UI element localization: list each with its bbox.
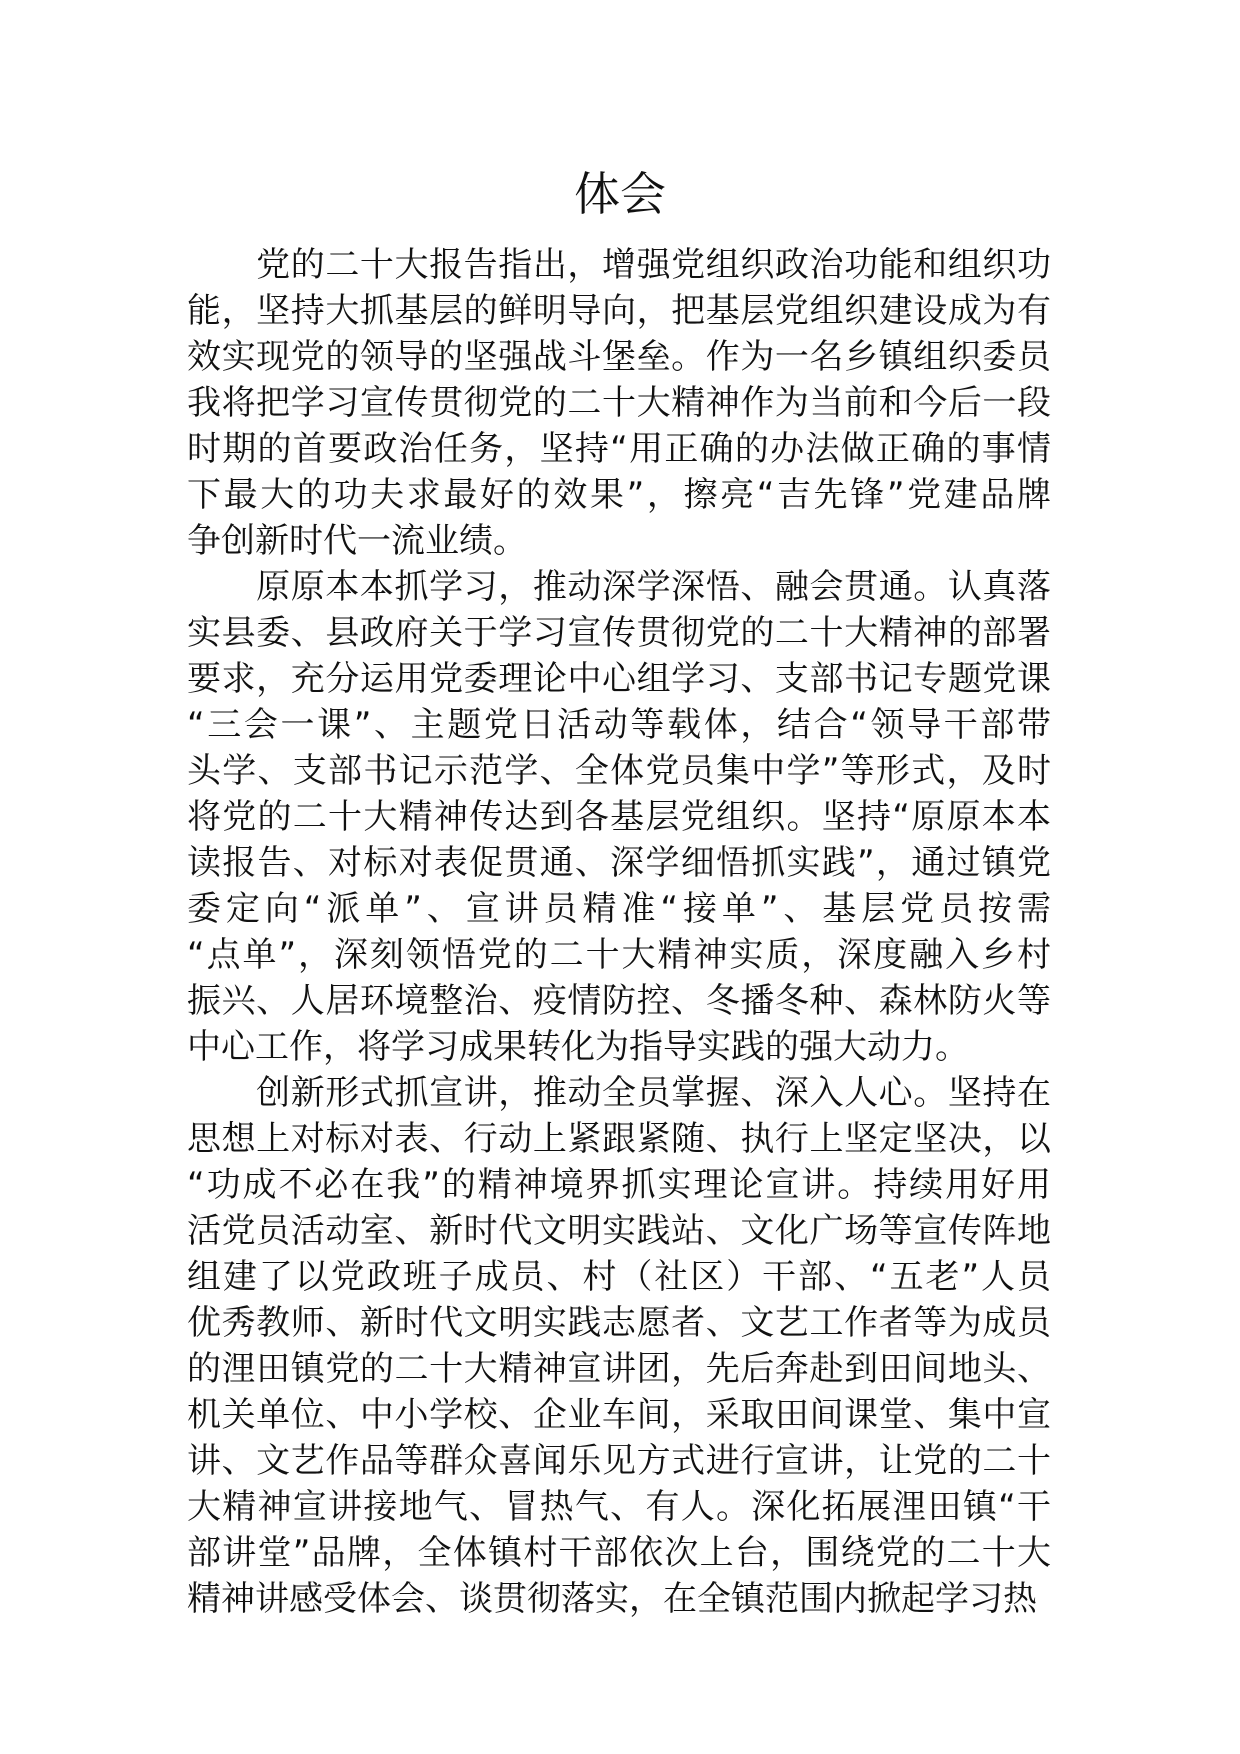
- document-title: 体会: [574, 167, 666, 221]
- paragraph-line: 振兴、人居环境整治、疫情防控、冬播冬种、森林防火等: [187, 981, 1051, 1021]
- paragraph-line: 活党员活动室、新时代文明实践站、文化广场等宣传阵地: [187, 1211, 1051, 1251]
- paragraph-line: 委定向“派单”、宣讲员精准“接单”、基层党员按需: [187, 889, 1051, 929]
- paragraph-line: 精神讲感受体会、谈贯彻落实，在全镇范围内掀起学习热: [187, 1579, 1037, 1619]
- paragraph-line: 实县委、县政府关于学习宣传贯彻党的二十大精神的部署: [187, 613, 1051, 653]
- document-body: [187, 242, 1051, 1622]
- paragraph: [187, 242, 1051, 564]
- paragraph-line: 组建了以党政班子成员、村（社区）干部、“五老”人员: [187, 1257, 1051, 1297]
- paragraph-line: 下最大的功夫求最好的效果”，擦亮“吉先锋”党建品牌: [187, 475, 1051, 515]
- paragraph-line: 读报告、对标对表促贯通、深学细悟抓实践”，通过镇党: [187, 843, 1051, 883]
- paragraph-line: 党的二十大报告指出，增强党组织政治功能和组织功: [187, 245, 1051, 285]
- paragraph: [187, 1070, 1051, 1622]
- paragraph-line: “点单”，深刻领悟党的二十大精神实质，深度融入乡村: [187, 935, 1051, 975]
- paragraph: [187, 564, 1051, 1070]
- paragraph-line: 能，坚持大抓基层的鲜明导向，把基层党组织建设成为有: [187, 291, 1051, 331]
- paragraph-line: “三会一课”、主题党日活动等载体，结合“领导干部带: [187, 705, 1051, 745]
- paragraph-line: “功成不必在我”的精神境界抓实理论宣讲。持续用好用: [187, 1165, 1051, 1205]
- paragraph-line: 将党的二十大精神传达到各基层党组织。坚持“原原本本: [187, 797, 1051, 837]
- paragraph-line: 的浬田镇党的二十大精神宣讲团，先后奔赴到田间地头、: [187, 1349, 1051, 1389]
- paragraph-line: 创新形式抓宣讲，推动全员掌握、深入人心。坚持在: [187, 1073, 1051, 1113]
- paragraph-line: 机关单位、中小学校、企业车间，采取田间课堂、集中宣: [187, 1395, 1051, 1435]
- paragraph-line: 要求，充分运用党委理论中心组学习、支部书记专题党课: [187, 659, 1051, 699]
- paragraph-line: 我将把学习宣传贯彻党的二十大精神作为当前和今后一段: [187, 383, 1051, 423]
- paragraph-line: 效实现党的领导的坚强战斗堡垒。作为一名乡镇组织委员: [187, 337, 1051, 377]
- paragraph-line: 思想上对标对表、行动上紧跟紧随、执行上坚定坚决，以: [187, 1119, 1051, 1159]
- paragraph-line: 优秀教师、新时代文明实践志愿者、文艺工作者等为成员: [187, 1303, 1051, 1343]
- paragraph-line: 头学、支部书记示范学、全体党员集中学”等形式，及时: [187, 751, 1051, 791]
- paragraph-line: 大精神宣讲接地气、冒热气、有人。深化拓展浬田镇“干: [187, 1487, 1051, 1527]
- paragraph-line: 中心工作，将学习成果转化为指导实践的强大动力。: [187, 1027, 969, 1067]
- paragraph-line: 讲、文艺作品等群众喜闻乐见方式进行宣讲，让党的二十: [187, 1441, 1051, 1481]
- paragraph-line: 原原本本抓学习，推动深学深悟、融会贯通。认真落: [187, 567, 1051, 607]
- paragraph-line: 时期的首要政治任务，坚持“用正确的办法做正确的事情: [187, 429, 1051, 469]
- paragraph-line: 争创新时代一流业绩。: [187, 521, 527, 561]
- paragraph-line: 部讲堂”品牌，全体镇村干部依次上台，围绕党的二十大: [187, 1533, 1051, 1573]
